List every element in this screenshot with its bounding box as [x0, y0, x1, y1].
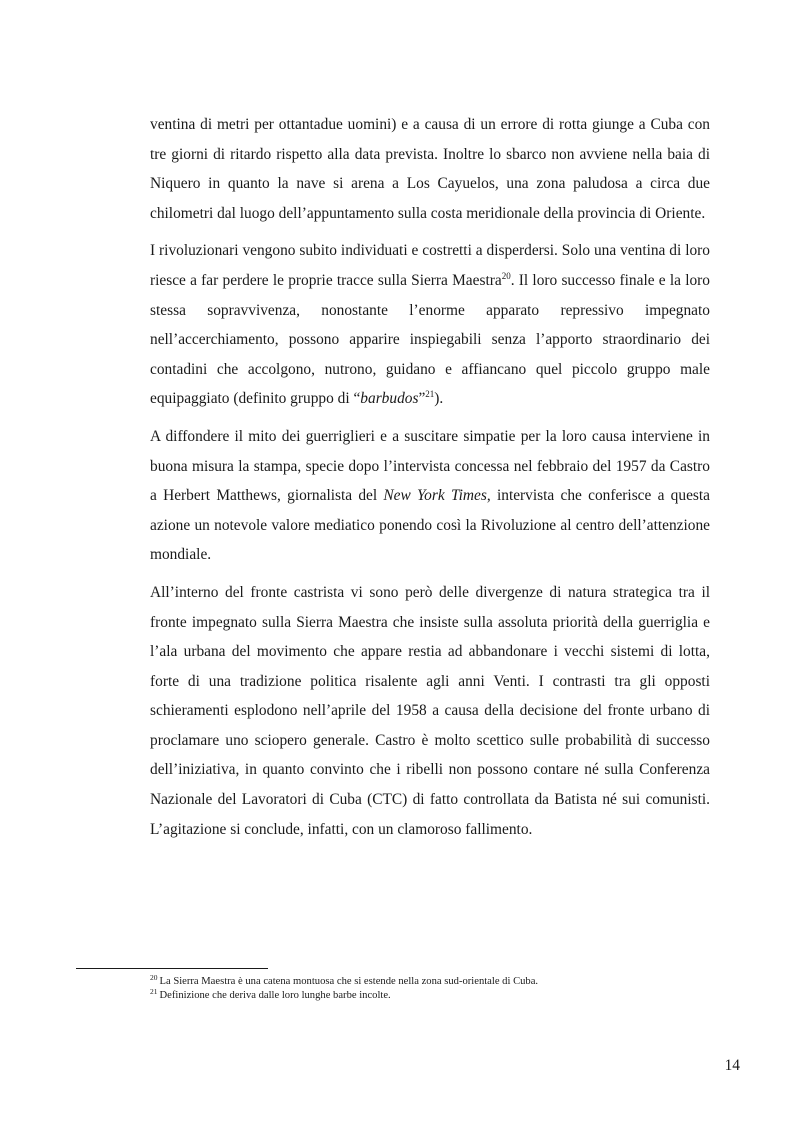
footnote-number: 21 [150, 987, 158, 996]
paragraph-4-text: All’interno del fronte castrista vi sono però delle divergenze di natura strategica tra il fronte impegnato sulla Sierra Maestra che insiste sulla assoluta priorità della guerriglia e l’ala urbana del movimento che appare restia ad abbandonare i vecchi sistemi di lotta, forte di una tradizione politica risalente agli anni Venti. I contrasti tra gli opposti schieramenti esplodono nell’aprile del 1958 a causa della decisione del fronte urbano di proclamare uno sciopero generale. Castro è molto scettico sulle probabilità di successo dell’iniziativa, in quanto convinto che i ribelli non possono contare né sulla Conferenza Nazionale del Lavoratori di Cuba (CTC) di fatto controllata da Batista né sui comunisti. L’agitazione si conclude, infatti, con un clamoroso fallimento. [150, 583, 710, 838]
footnote-ref-20[interactable]: 20 [501, 270, 511, 281]
paragraph-2-text-a: I rivoluzionari vengono subito individuati e costretti a disperdersi. Solo una ventina di loro riesce a far perdere le proprie tracce sulla Sierra Maestra [150, 242, 710, 289]
footnotes [150, 975, 730, 1003]
paragraph-4 [150, 578, 710, 844]
paragraph-2-text-c: ” [418, 390, 426, 408]
footnote-ref-21[interactable]: 21 [425, 389, 435, 400]
body-text [150, 110, 710, 852]
paragraph-2 [150, 236, 710, 414]
footnote-20 [150, 975, 730, 989]
newspaper-title-italic: New York Times [383, 487, 487, 505]
barbudos-italic: barbudos [360, 390, 419, 408]
paragraph-1-text: ventina di metri per ottantadue uomini) e a causa di un errore di rotta giunge a Cuba con tre giorni di ritardo rispetto alla data prevista. Inoltre lo sbarco non avviene nella baia di Niquero in quanto la nave si arena a Los Cayuelos, una zona paludosa a circa due chilometri dal luogo dell’appuntamento sulla costa meridionale della provincia di Oriente. [150, 116, 710, 222]
paragraph-3 [150, 422, 710, 570]
paragraph-2-text-b: . Il loro successo finale e la loro stessa sopravvivenza, nonostante l’enorme apparato repressivo impegnato nell’accerchiamento, possono apparire inspiegabili senza l’apporto straordinario dei contadini che accolgono, nutrono, guidano e affiancano quel piccolo gruppo male equipaggiato (definito gruppo di “ [150, 271, 710, 408]
footnote-21 [150, 989, 730, 1003]
paragraph-1 [150, 110, 710, 228]
footnote-text: La Sierra Maestra è una catena montuosa che si estende nella zona sud-orientale di Cuba. [159, 976, 539, 987]
paragraph-3-text-a: A diffondere il mito dei guerriglieri e a suscitare simpatie per la loro causa interviene in buona misura la stampa, specie dopo l’intervista concessa nel febbraio del 1957 da Castro a Herbert Matthews, giornalista del [150, 427, 710, 505]
paragraph-3-text-b: , intervista che conferisce a questa azione un notevole valore mediatico ponendo così la Rivoluzione al centro dell’attenzione mondiale. [150, 487, 710, 564]
footnote-text: Definizione che deriva dalle loro lunghe barbe incolte. [159, 990, 391, 1001]
paragraph-2-text-d: ). [434, 390, 444, 408]
footnote-separator [76, 968, 268, 969]
page-number: 14 [724, 1057, 740, 1074]
footnote-number: 20 [150, 973, 158, 982]
